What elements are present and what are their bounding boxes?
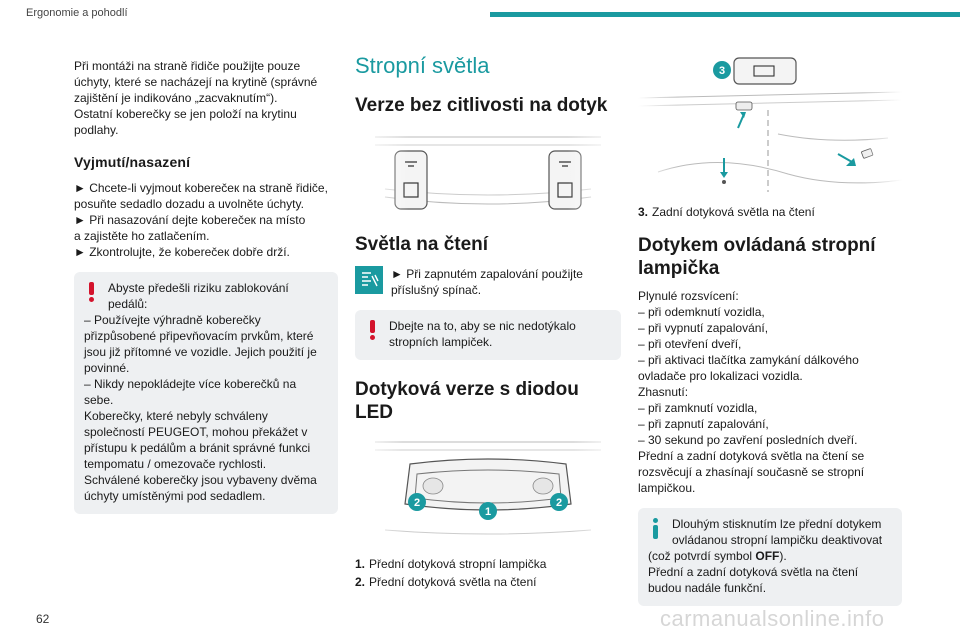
step-line: a zajistěte ho zatlačením. — [74, 229, 210, 243]
steps-list — [74, 180, 338, 260]
page-header-title: Ergonomie a pohodlí — [26, 7, 128, 19]
caption-text: Přední dotyková světla na čtení — [369, 575, 537, 589]
reading-lights-instruction — [355, 266, 621, 298]
lamp-behaviour-text — [638, 288, 902, 496]
text-line: Ostatní koberečky se jen položí na krytinu — [74, 107, 297, 121]
step-line: posuňte sedadlo dozadu a uvolněte úchyty. — [74, 197, 304, 211]
warning-line: společností PEUGEOT, mohou překážet v — [84, 425, 308, 439]
caption-text: Zadní dotyková světla na čtení — [652, 205, 815, 219]
warning-exclamation-icon — [88, 282, 96, 302]
caption-front-touch-lamp — [355, 556, 621, 572]
text-line: – 30 sekund po zavření posledních dveří. — [638, 433, 858, 447]
warning-line: přizpůsobené připevňovacím prvkům, které — [84, 329, 314, 343]
text-line: Přední a zadní dotyková světla na čtení se — [638, 449, 865, 463]
heading-touch-ceiling-lamp — [638, 234, 902, 280]
section-title: Stropní světla — [355, 53, 490, 78]
text-line: – při zapnutí zapalování, — [638, 417, 769, 431]
warning-line: sebe. — [84, 393, 114, 407]
off-symbol: OFF — [755, 549, 780, 563]
warning-line: Schválené koberečky jsou vybaveny dvěma — [84, 473, 317, 487]
heading-line: lampička — [638, 258, 720, 279]
info-line: ovládanou stropní lampičku deaktivovat — [672, 533, 883, 547]
instruction-line: ► Při zapnutém zapalování použijte — [391, 267, 583, 281]
info-line: Přední a zadní dotyková světla na čtení — [648, 565, 859, 579]
warning-line: Dbejte na to, aby se nic nedotýkalo — [389, 319, 576, 333]
heading-led-touch-version — [355, 378, 621, 424]
rear-reading-lights-illustration — [638, 52, 904, 194]
text-line: úchyty, které se nacházejí na krytině (správné — [74, 75, 318, 89]
text-line: rozsvěcují a zhasínají současně se stropní — [638, 465, 865, 479]
info-text: ). — [779, 549, 787, 563]
warning-box — [74, 272, 338, 514]
warning-line: pedálů: — [108, 297, 148, 311]
warning-line: – Nikdy nepokládejte více koberečků na — [84, 377, 297, 391]
info-line — [648, 548, 892, 564]
text-line: Plynulé rozsvícení: — [638, 289, 739, 303]
warning-line: Abyste předešli riziku zablokování — [108, 281, 289, 295]
heading-line: LED — [355, 402, 393, 423]
info-line: budou nadále funkční. — [648, 581, 767, 595]
caption-number: 1. — [355, 557, 366, 571]
text-line: Při montáži na straně řidiče použijte pouze — [74, 59, 301, 73]
heading-line: Dotyková verze s diodou — [355, 379, 579, 400]
info-icon — [652, 518, 660, 540]
warning-line: Koberečky, které nebyly schváleny — [84, 409, 268, 423]
instruction-line: příslušný spínač. — [391, 283, 482, 297]
text-line: Zhasnutí: — [638, 385, 689, 399]
caption-text: Přední dotyková stropní lampička — [369, 557, 547, 571]
info-line: Dlouhým stisknutím lze přední dotykem — [672, 517, 882, 531]
text-line: podlahy. — [74, 123, 119, 137]
step-line: ► Při nasazování dejte koberečeк na místo — [74, 213, 306, 227]
caption-front-reading-lights — [355, 574, 621, 590]
intro-paragraph — [74, 58, 338, 138]
text-line: lampičkou. — [638, 481, 696, 495]
text-line: – při vypnutí zapalování, — [638, 321, 769, 335]
heading-line: Dotykem ovládaná stropní — [638, 235, 876, 256]
warning-line: tempomatu / omezovače rychlosti. — [84, 457, 267, 471]
reading-lamp-icon — [355, 266, 383, 294]
warning-box-touch — [355, 310, 621, 360]
watermark: carmanualsonline.info — [660, 606, 885, 631]
column-left — [74, 58, 338, 514]
caption-number: 3. — [638, 205, 649, 219]
text-line: – při otevření dveří, — [638, 337, 742, 351]
info-text: (což potvrdí symbol — [648, 549, 756, 563]
header-accent-bar — [490, 12, 960, 17]
warning-exclamation-icon — [369, 320, 377, 340]
text-line: – při aktivaci tlačítka zamykání dálkového — [638, 353, 859, 367]
text-line: – při odemknutí vozidla, — [638, 305, 765, 319]
heading-non-touch-version: Verze bez citlivosti na dotyk — [355, 95, 608, 116]
caption-rear-reading-lights — [638, 204, 902, 220]
warning-line: úchyty umístěnými pod sedadlem. — [84, 489, 266, 503]
warning-line: jsou již přítomné ve vozidle. Jejich použití je — [84, 345, 317, 359]
text-line: zajištění je indikováno „zacvaknutím“). — [74, 91, 278, 105]
step-line: ► Chcete-li vyjmout koberečeк na straně řidiče, — [74, 181, 328, 195]
warning-line: povinné. — [84, 361, 130, 375]
non-touch-lamp-illustration — [355, 127, 621, 219]
subheading-remove-install: Vyjmutí/nasazení — [74, 154, 191, 170]
column-right — [638, 52, 902, 606]
led-touch-lamp-illustration — [355, 434, 621, 542]
info-box — [638, 508, 902, 606]
text-line: ovladače pro lokalizaci vozidla. — [638, 369, 803, 383]
caption-number: 2. — [355, 575, 366, 589]
heading-reading-lights: Světla na čtení — [355, 234, 489, 255]
warning-line: stropních lampiček. — [389, 335, 493, 349]
column-middle — [355, 53, 621, 590]
step-line: ► Zkontrolujte, že koberečeк dobře drží. — [74, 245, 290, 259]
text-line: – při zamknutí vozidla, — [638, 401, 758, 415]
warning-line: přístupu k pedálům a bránit správné funkci — [84, 441, 311, 455]
warning-line: – Používejte výhradně koberečky — [84, 313, 261, 327]
page-number: 62 — [36, 612, 50, 626]
